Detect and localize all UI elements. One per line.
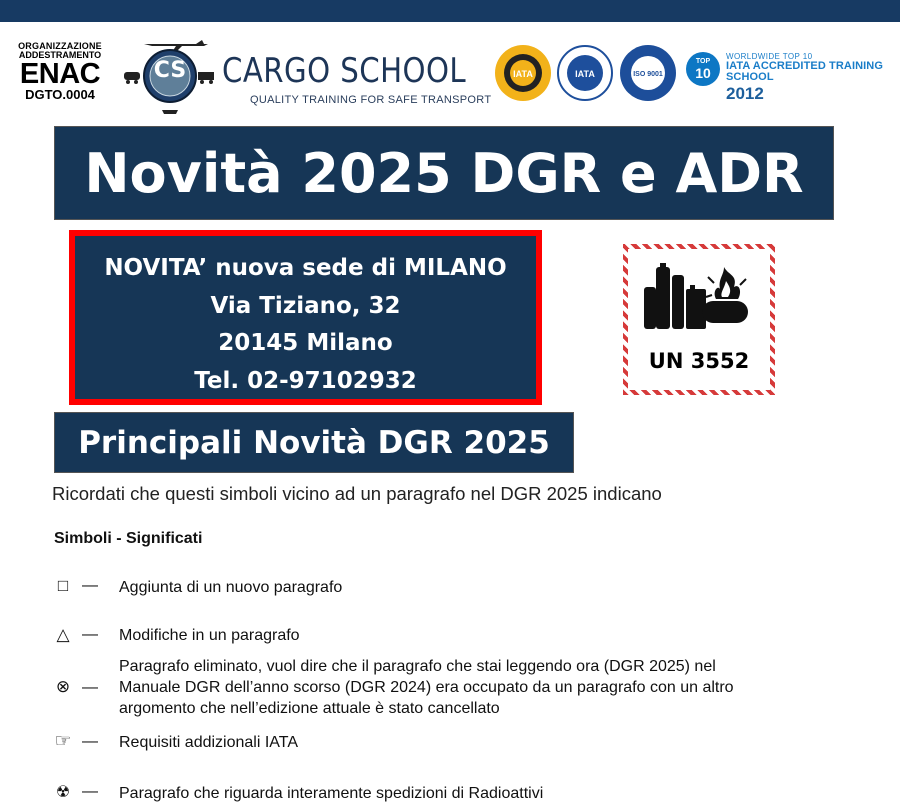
symbol-desc: Modifiche in un paragrafo bbox=[119, 627, 300, 644]
enac-line1: ORGANIZZAZIONE bbox=[18, 41, 102, 51]
enac-big: ENAC bbox=[19, 58, 101, 90]
school-tagline: QUALITY TRAINING FOR SAFE TRANSPORT bbox=[250, 94, 492, 106]
symbol-dash: — bbox=[82, 783, 98, 800]
symbol-dash: — bbox=[82, 679, 98, 696]
radioactive-icon: ☢ bbox=[55, 784, 71, 801]
symbol-desc: Paragrafo che riguarda interamente spedizioni di Radioattivi bbox=[119, 785, 544, 802]
address-phone: Tel. 02-97102932 bbox=[194, 367, 417, 394]
symbol-desc: Aggiunta di un nuovo paragrafo bbox=[119, 579, 343, 596]
triangle-icon: △ bbox=[56, 625, 70, 644]
symbols-heading: Simboli - Significati bbox=[54, 530, 203, 547]
pointing-hand-icon: ☞ bbox=[54, 731, 72, 752]
iso-certified-badge-icon bbox=[619, 44, 677, 102]
enac-logo bbox=[14, 42, 106, 101]
symbol-desc: Requisiti addizionali IATA bbox=[119, 734, 299, 751]
hazard-label bbox=[623, 244, 775, 395]
battery-fire-icon bbox=[642, 257, 756, 347]
un-number: UN 3552 bbox=[648, 349, 750, 373]
badge-iso-text: ISO 9001 bbox=[633, 71, 663, 78]
worldwide-line: WORLDWIDE TOP 10 bbox=[726, 52, 813, 61]
symbol-desc-line2: Manuale DGR dell’anno scorso (DGR 2024) era occupato da un paragrafo con un altro bbox=[119, 679, 734, 696]
address-line3: 20145 Milano bbox=[218, 330, 393, 356]
address-line2: Via Tiziano, 32 bbox=[210, 292, 401, 319]
main-title: Novità 2025 DGR e ADR bbox=[54, 126, 834, 220]
symbol-dash: — bbox=[82, 626, 98, 643]
accreditation-text bbox=[726, 52, 900, 105]
symbol-dash: — bbox=[82, 733, 98, 750]
logo-initials: CS bbox=[153, 58, 187, 83]
accredited-line: IATA ACCREDITED TRAINING SCHOOL bbox=[726, 60, 884, 83]
accredited-year: 2012 bbox=[726, 84, 764, 103]
badge-iata-text: IATA bbox=[575, 69, 595, 79]
intro-text: Ricordati che questi simboli vicino ad un paragrafo nel DGR 2025 indicano bbox=[52, 483, 662, 504]
top10-number: 10 bbox=[695, 65, 711, 81]
symbol-desc-line1: Paragrafo eliminato, vuol dire che il paragrafo che stai leggendo ora (DGR 2025) nel bbox=[119, 658, 716, 675]
enac-line2: ADDESTRAMENTO bbox=[18, 50, 102, 60]
symbol-dash: — bbox=[82, 577, 98, 594]
iata-competency-badge-icon bbox=[494, 44, 552, 102]
section-title: Principali Novità DGR 2025 bbox=[54, 412, 574, 473]
enac-code: DGTO.0004 bbox=[25, 87, 95, 102]
iata-agent-badge-icon bbox=[556, 44, 614, 102]
address-line1: NOVITA’ nuova sede di MILANO bbox=[104, 255, 507, 281]
symbol-desc-line3: argomento che nell’edizione attuale è stato cancellato bbox=[119, 700, 500, 717]
svg-text:IATA: IATA bbox=[513, 69, 533, 79]
address-box bbox=[69, 230, 542, 405]
top10-label: TOP bbox=[695, 58, 711, 65]
square-icon: □ bbox=[57, 576, 69, 595]
top-bar bbox=[0, 0, 900, 22]
top10-badge bbox=[686, 52, 720, 86]
circled-x-icon: ⊗ bbox=[55, 677, 71, 696]
school-name: CARGO SCHOOL bbox=[222, 51, 467, 91]
